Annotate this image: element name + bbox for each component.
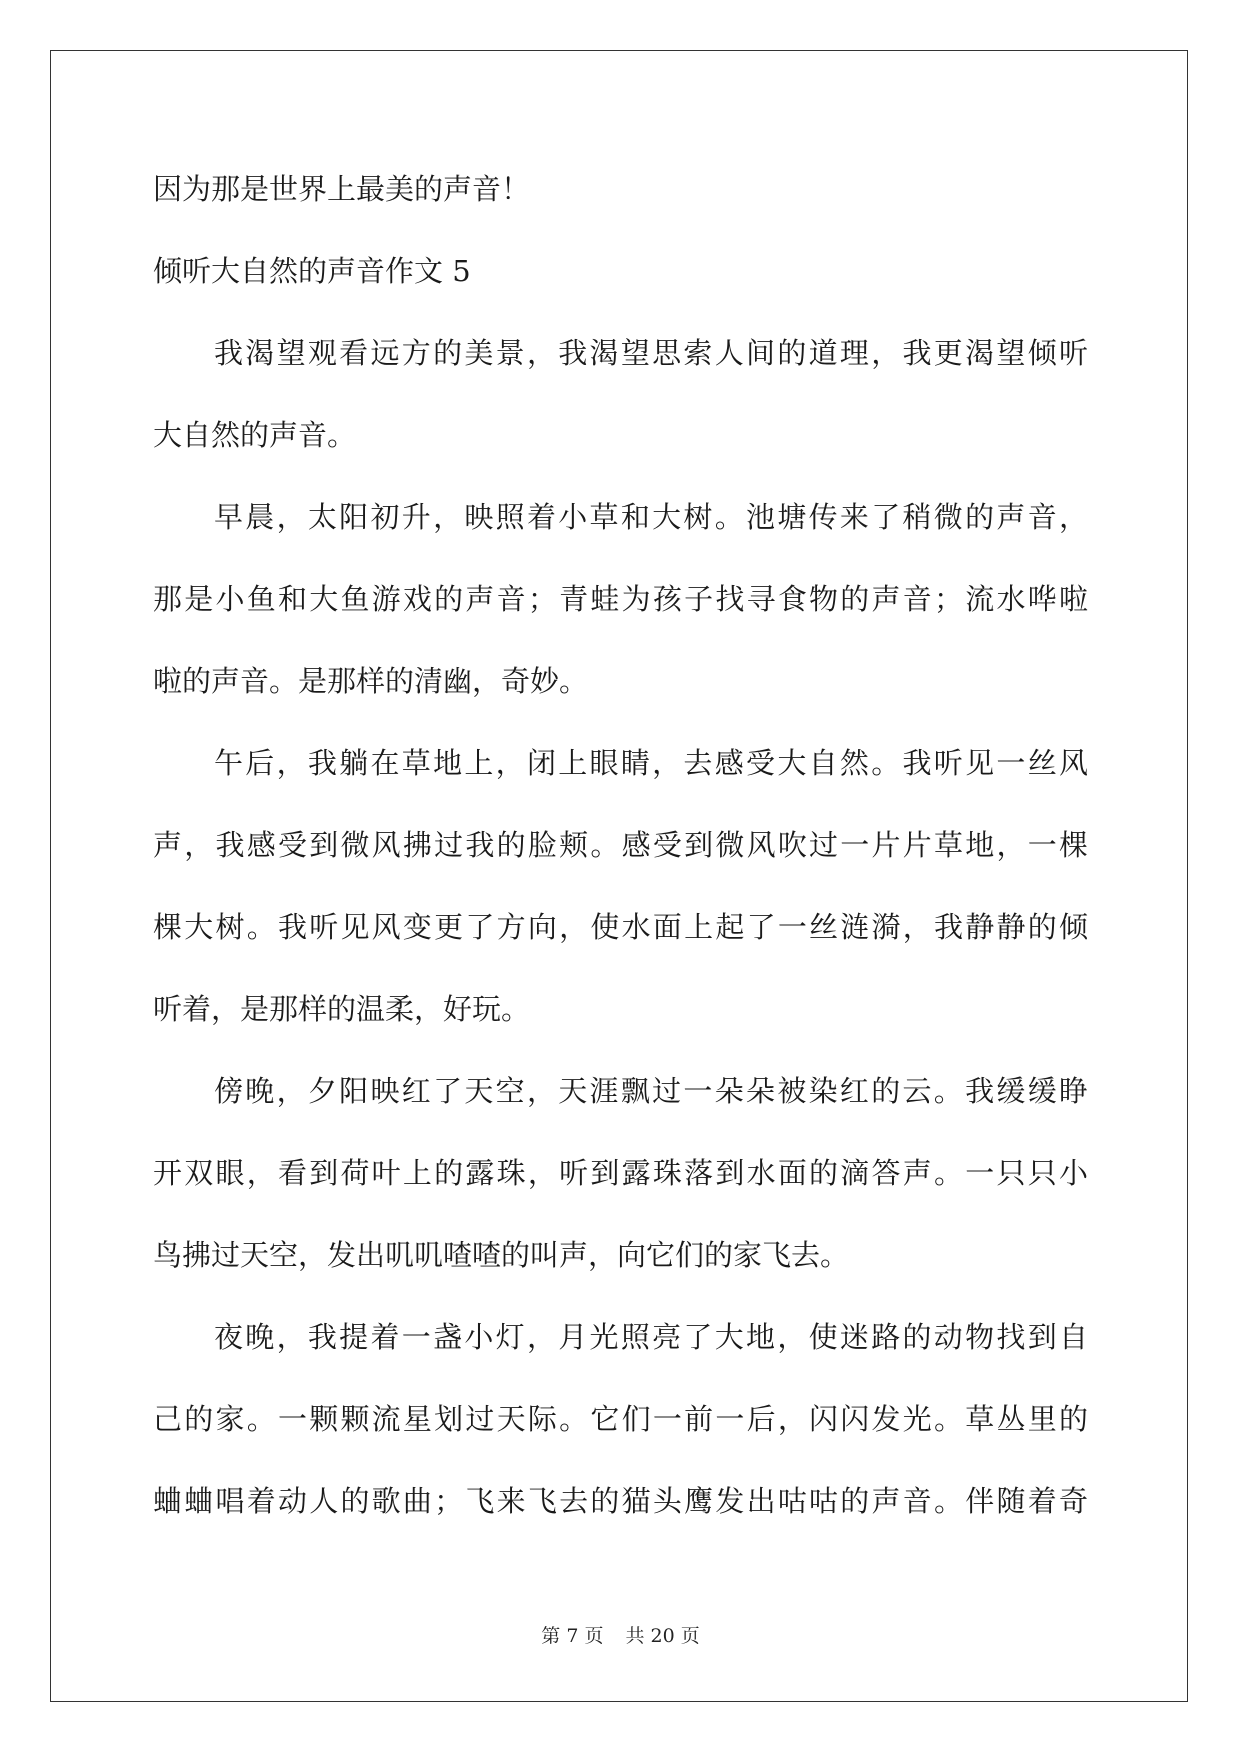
text-line: 听着，是那样的温柔，好玩。 [153, 992, 531, 1026]
text-line: 夜晚，我提着一盏小灯，月光照亮了大地，使迷路的动物找到自 [214, 1320, 1088, 1354]
text-line: 声，我感受到微风拂过我的脸颊。感受到微风吹过一片片草地，一棵 [153, 828, 1088, 862]
section-title: 倾听大自然的声音作文 5 [153, 254, 471, 288]
page-total: 共 20 页 [625, 1625, 700, 1647]
text-line: 鸟拂过天空，发出叽叽喳喳的叫声，向它们的家飞去。 [153, 1238, 850, 1272]
text-line: 己的家。一颗颗流星划过天际。它们一前一后，闪闪发光。草丛里的 [153, 1402, 1088, 1436]
text-line: 傍晚，夕阳映红了天空，天涯飘过一朵朵被染红的云。我缓缓睁 [214, 1074, 1088, 1108]
text-line: 大自然的声音。 [153, 418, 357, 452]
text-line: 蛐蛐唱着动人的歌曲；飞来飞去的猫头鹰发出咕咕的声音。伴随着奇 [153, 1484, 1088, 1518]
text-line: 早晨，太阳初升，映照着小草和大树。池塘传来了稍微的声音， [214, 500, 1088, 534]
text-line: 因为那是世界上最美的声音！ [153, 172, 531, 206]
text-line: 我渴望观看远方的美景，我渴望思索人间的道理，我更渴望倾听 [214, 336, 1088, 370]
page-footer [0, 1621, 1241, 1648]
document-body [153, 162, 1088, 1556]
text-line: 午后，我躺在草地上，闭上眼睛，去感受大自然。我听见一丝风 [214, 746, 1088, 780]
page-number: 第 7 页 [541, 1625, 604, 1647]
text-line: 啦的声音。是那样的清幽，奇妙。 [153, 664, 589, 698]
text-line: 棵大树。我听见风变更了方向，使水面上起了一丝涟漪，我静静的倾 [153, 910, 1088, 944]
text-line: 那是小鱼和大鱼游戏的声音；青蛙为孩子找寻食物的声音；流水哗啦 [153, 582, 1088, 616]
text-line: 开双眼，看到荷叶上的露珠，听到露珠落到水面的滴答声。一只只小 [153, 1156, 1088, 1190]
